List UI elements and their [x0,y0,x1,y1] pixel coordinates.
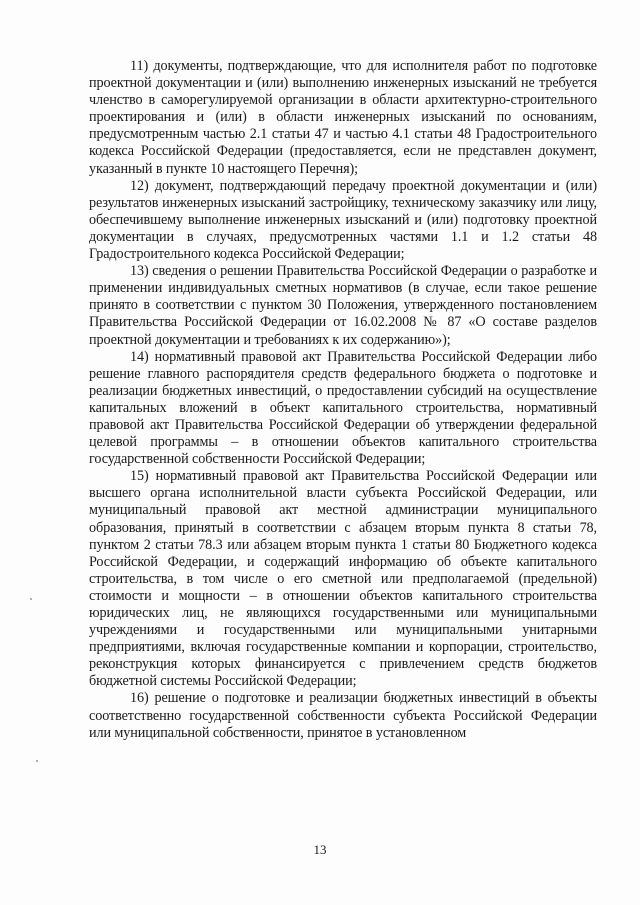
scan-speck [30,598,32,600]
list-item-11: 11) документы, подтверждающие, что для исполнителя работ по подготовке проектной документации и (или) выполнению инженерных изысканий не требуется членство в саморегулируемой организации в области архитектурно-строительного проектирования и (или) в области инженерных изысканий по основаниям, предусмотренным частью 2.1 статьи 47 и частью 4.1 статьи 48 Градостроительного кодекса Российской Федерации (предоставляется, если не представлен документ, указанный в пункте 10 настоящего Перечня); [89,58,597,177]
list-item-13: 13) сведения о решении Правительства Российской Федерации о разработке и применении индивидуальных сметных нормативов (в случае, если такое решение принято в соответствии с пунктом 30 Положения, утвержденного постановлением Правительства Российской Федерации от 16.02.2008 № 87 «О составе разделов проектной документации и требованиях к их содержанию»); [89,263,597,348]
document-body [89,58,597,742]
list-item-12: 12) документ, подтверждающий передачу проектной документации и (или) результатов инженерных изысканий застройщику, техническому заказчику или лицу, обеспечившему выполнение инженерных изысканий и (или) подготовку проектной документации в случаях, предусмотренных частями 1.1 и 1.2 статьи 48 Градостроительного кодекса Российской Федерации; [89,177,597,263]
list-item-16: 16) решение о подготовке и реализации бюджетных инвестиций в объекты соответственно государственной собственности субъекта Российской Федерации или муниципальной собственности, принятое в установленном [89,690,597,741]
list-item-15: 15) нормативный правовой акт Правительства Российской Федерации или высшего органа исполнительной власти субъекта Российской Федерации, или муниципальный правовой акт местной администрации муниципального образования, принятый в соответствии с абзацем вторым пункта 8 статьи 78, пунктом 2 статьи 78.3 или абзацем вторым пункта 1 статьи 80 Бюджетного кодекса Российской Федерации, и содержащий информацию об объекте капитального строительства, в том числе о его сметной или предполагаемой (предельной) стоимости и мощности – в отношении объектов капитального строительства юридических лиц, не являющихся государственными или муниципальными учреждениями и государственными или муниципальными унитарными предприятиями, включая государственные компании и корпорации, строительство, реконструкция которых финансируется с привлечением средств бюджетов бюджетной системы Российской Федерации; [89,468,597,690]
page-number: 13 [313,842,327,857]
list-item-14: 14) нормативный правовой акт Правительства Российской Федерации либо решение главного распорядителя средств федерального бюджета о подготовке и реализации бюджетных инвестиций, о предоставлении субсидий на осуществление капитальных вложений в объект капитального строительства, нормативный правовой акт Правительства Российской Федерации об утверждении федеральной целевой программы – в отношении объектов капитального строительства государственной собственности Российской Федерации; [89,348,597,468]
scan-speck [36,760,38,762]
